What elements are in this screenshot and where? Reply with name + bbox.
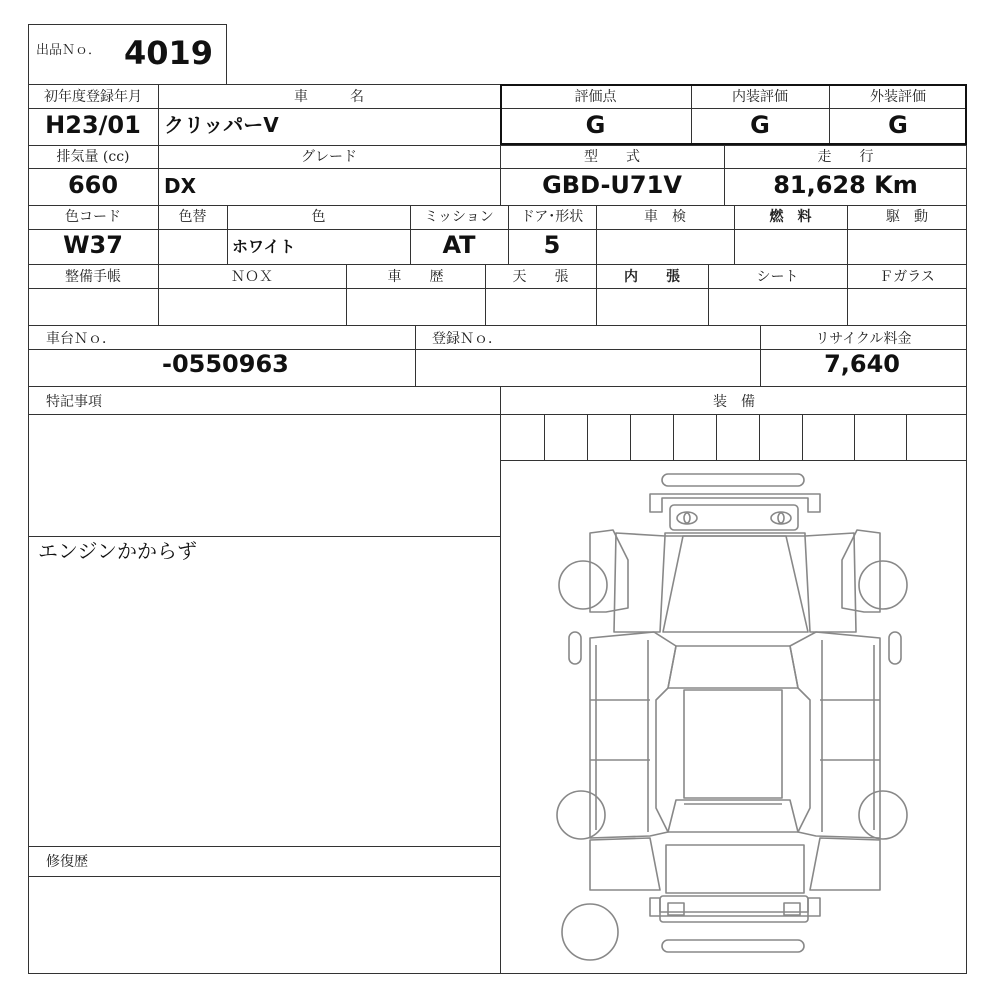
displacement-value: 660 bbox=[67, 171, 119, 199]
car-name-label: 車 名 bbox=[294, 89, 364, 105]
special-notes-text: エンジンかからず bbox=[38, 539, 197, 563]
maintenance-book-label: 整備手帳 bbox=[65, 269, 121, 285]
fuel-label: 燃 料 bbox=[769, 209, 812, 225]
registration-number-label: 登録Ｎｏ． bbox=[432, 331, 502, 347]
chassis-number-value: -0550963 bbox=[162, 350, 289, 378]
listing-number-label: 出品Ｎｏ． bbox=[36, 43, 102, 58]
score-label: 評価点 bbox=[574, 89, 617, 105]
exterior-score-label: 外装評価 bbox=[870, 89, 926, 105]
ceiling-label: 天 張 bbox=[512, 269, 569, 285]
car-damage-diagram bbox=[540, 462, 940, 972]
front-glass-label: Ｆガラス bbox=[879, 269, 935, 285]
special-notes-label: 特記事項 bbox=[46, 394, 102, 410]
reg-date-label: 初年度登録年月 bbox=[44, 89, 142, 105]
color-label: 色 bbox=[311, 209, 326, 225]
grade-label: グレード bbox=[301, 149, 357, 165]
model-label: 型 式 bbox=[584, 149, 640, 165]
repair-history-label: 修復歴 bbox=[46, 854, 88, 870]
model-value: GBD-U71V bbox=[542, 171, 682, 199]
nox-label: ＮＯＸ bbox=[231, 269, 273, 285]
interior-trim-label: 内 張 bbox=[624, 269, 680, 285]
door-value: 5 bbox=[543, 231, 561, 259]
color-value: ホワイト bbox=[232, 237, 296, 256]
door-label: ドア･形状 bbox=[520, 209, 584, 225]
mileage-label: 走 行 bbox=[817, 149, 874, 165]
displacement-label: 排気量 (cc) bbox=[56, 149, 130, 165]
drive-label: 駆 動 bbox=[886, 209, 928, 225]
mission-label: ミッション bbox=[424, 209, 494, 225]
repaint-label: 色替 bbox=[178, 209, 207, 225]
color-code-value: W37 bbox=[63, 231, 123, 259]
recycle-fee-value: 7,640 bbox=[824, 350, 900, 378]
score-value: G bbox=[585, 111, 606, 139]
listing-number: 4019 bbox=[124, 34, 214, 72]
equipment-label: 装 備 bbox=[713, 394, 755, 410]
seat-label: シート bbox=[756, 269, 799, 285]
car-name-value: クリッパーV bbox=[164, 113, 279, 137]
interior-score-value: G bbox=[750, 111, 770, 139]
reg-date-value: H23/01 bbox=[45, 111, 141, 139]
exterior-score-value: G bbox=[888, 111, 908, 139]
recycle-fee-label: リサイクル料金 bbox=[815, 331, 912, 347]
chassis-number-label: 車台Ｎｏ． bbox=[46, 331, 116, 347]
grade-value: DX bbox=[164, 174, 197, 198]
car-history-label: 車 歴 bbox=[387, 269, 444, 285]
inspection-label: 車 検 bbox=[644, 209, 686, 225]
interior-score-label: 内装評価 bbox=[732, 89, 788, 105]
mission-value: AT bbox=[442, 231, 476, 259]
color-code-label: 色コード bbox=[65, 209, 121, 225]
mileage-value: 81,628 Km bbox=[773, 171, 918, 199]
